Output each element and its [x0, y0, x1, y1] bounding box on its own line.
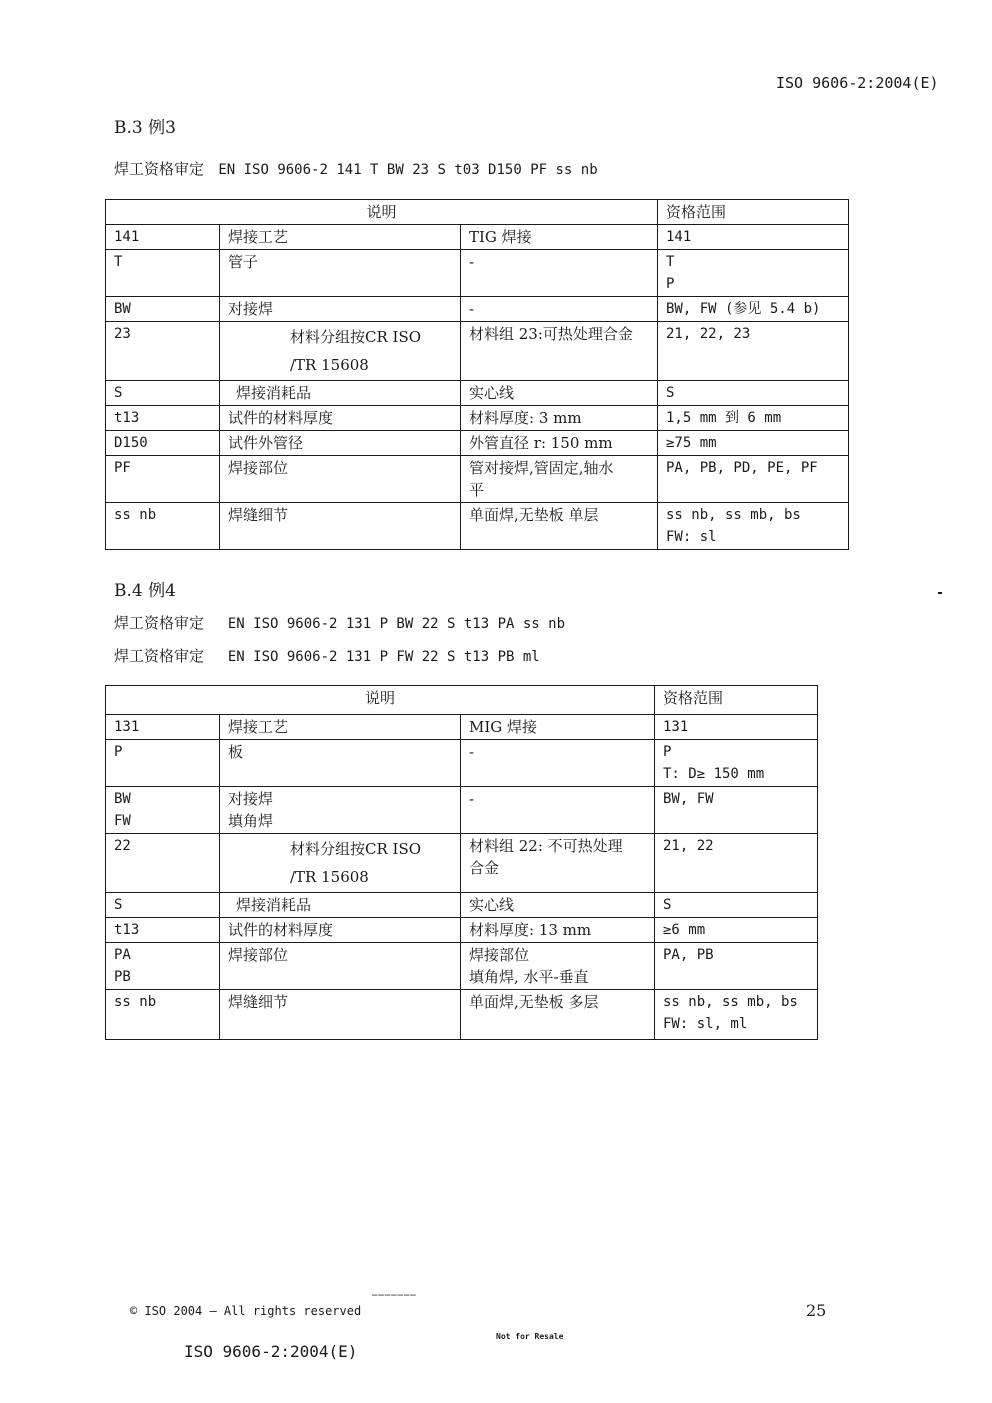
cell-line: /TR 15608 — [290, 868, 369, 886]
cell-item — [220, 503, 461, 550]
cell-line: 管对接焊,管固定,轴水 — [469, 459, 614, 477]
cell-line: 填角焊 — [228, 812, 274, 830]
cell-line: 填角焊, 水平-垂直 — [469, 968, 589, 986]
table-row — [106, 456, 849, 503]
cell-line: FW: sl, ml — [663, 1016, 748, 1032]
cell-line: 对接焊 — [228, 300, 274, 318]
cell-line: 材料组 22: 不可热处理 — [469, 837, 623, 855]
cell-code — [106, 834, 220, 893]
cell-detail — [461, 893, 655, 918]
cell-line: 合金 — [469, 859, 500, 877]
cell-code — [106, 503, 220, 550]
cell-line: 21, 22 — [663, 838, 714, 854]
section-4-qualification-line-1 — [114, 612, 565, 633]
section-3-qualification-line — [114, 158, 598, 179]
cell-range — [655, 943, 818, 990]
table-row — [106, 918, 818, 943]
cell-line: BW, FW (参见 5.4 b) — [666, 301, 821, 317]
cell-detail — [461, 431, 658, 456]
cell-line: ss nb, ss mb, bs — [666, 507, 801, 523]
cell-line: 焊缝细节 — [228, 993, 289, 1011]
section-3-table — [105, 199, 849, 550]
cell-line: 焊接部位 — [228, 946, 289, 964]
cell-code — [106, 250, 220, 297]
cell-line: PA, PB, PD, PE, PF — [666, 460, 818, 476]
cell-line: - — [469, 790, 475, 808]
cell-line: 141 — [666, 229, 692, 245]
cell-item — [220, 990, 461, 1040]
cell-line: /TR 15608 — [290, 356, 369, 374]
cell-line: ss nb — [114, 994, 157, 1010]
cell-code — [106, 990, 220, 1040]
cell-range — [658, 406, 849, 431]
cell-line: ≥75 mm — [666, 435, 717, 451]
cell-code — [106, 297, 220, 322]
cell-item — [220, 893, 461, 918]
cell-item — [220, 918, 461, 943]
cell-detail — [461, 943, 655, 990]
cell-line: 焊接部位 — [228, 459, 289, 477]
cell-line: 22 — [114, 838, 131, 854]
cell-line: BW — [114, 791, 131, 807]
table-header-row — [106, 686, 818, 715]
cell-range — [655, 787, 818, 834]
cell-line: 外管直径 r: 150 mm — [469, 434, 613, 452]
cell-line: T — [114, 254, 123, 270]
cell-code — [106, 225, 220, 250]
qualification-label: 焊工资格审定 — [114, 160, 205, 178]
cell-line: 焊接工艺 — [228, 718, 289, 736]
cell-line: T: D≥ 150 mm — [663, 766, 765, 782]
cell-range — [658, 503, 849, 550]
cell-detail — [461, 503, 658, 550]
section-4-table — [105, 685, 818, 1040]
cell-item — [220, 740, 461, 787]
cell-item — [220, 297, 461, 322]
cell-line: 平 — [469, 481, 485, 499]
cell-line: 焊接工艺 — [228, 228, 289, 246]
cell-line: 焊缝细节 — [228, 506, 289, 524]
cell-line: ss nb, ss mb, bs — [663, 994, 798, 1010]
section-3-title: B.3 例3 — [114, 118, 176, 138]
cell-line: T — [666, 254, 675, 270]
cell-line: 131 — [663, 719, 689, 735]
cell-line: 材料厚度: 3 mm — [469, 409, 582, 427]
cell-line: 23 — [114, 326, 131, 342]
cell-code — [106, 715, 220, 740]
cell-line: 焊接部位 — [469, 946, 530, 964]
cell-line: 试件的材料厚度 — [228, 409, 334, 427]
cell-line: MIG 焊接 — [469, 718, 538, 736]
cell-range — [658, 381, 849, 406]
cell-line: 试件外管径 — [228, 434, 304, 452]
cell-range — [658, 250, 849, 297]
cell-line: ss nb — [114, 507, 157, 523]
table-row — [106, 225, 849, 250]
cell-item — [220, 225, 461, 250]
cell-line: FW: sl — [666, 529, 717, 545]
cell-item — [220, 250, 461, 297]
cell-code — [106, 322, 220, 381]
table-row — [106, 406, 849, 431]
table-row — [106, 943, 818, 990]
cell-range — [655, 740, 818, 787]
cell-line: 实心线 — [469, 896, 515, 914]
cell-range — [655, 893, 818, 918]
cell-line: - — [469, 253, 475, 271]
not-for-resale-note: Not for Resale — [496, 1332, 564, 1341]
cell-range — [658, 456, 849, 503]
cell-line: 材料分组按CR ISO — [290, 840, 422, 858]
cell-detail — [461, 225, 658, 250]
cell-line: 单面焊,无垫板 单层 — [469, 506, 599, 524]
cell-detail — [461, 381, 658, 406]
cell-line: S — [114, 385, 123, 401]
header-description: 说明 — [106, 686, 655, 715]
cell-code — [106, 918, 220, 943]
cell-detail — [461, 297, 658, 322]
cell-line: S — [114, 897, 123, 913]
cell-item — [220, 834, 461, 893]
cell-line: PF — [114, 460, 131, 476]
cell-item — [220, 406, 461, 431]
qualification-label: 焊工资格审定 — [114, 647, 205, 665]
cell-range — [655, 990, 818, 1040]
cell-range — [658, 297, 849, 322]
cell-code — [106, 406, 220, 431]
cell-line: S — [663, 897, 672, 913]
cell-line: P — [666, 276, 675, 292]
cell-detail — [461, 990, 655, 1040]
header-qualification-range: 资格范围 — [655, 686, 818, 715]
cell-code — [106, 893, 220, 918]
cell-line: 管子 — [228, 253, 259, 271]
cell-range — [655, 715, 818, 740]
cell-range — [655, 918, 818, 943]
cell-item — [220, 787, 461, 834]
cell-line: 1,5 mm 到 6 mm — [666, 410, 782, 426]
cell-line: 对接焊 — [228, 790, 274, 808]
cell-line: 实心线 — [469, 384, 515, 402]
header-doc-code: ISO 9606-2:2004(E) — [776, 74, 939, 92]
qualification-code: EN ISO 9606-2 131 P FW 22 S t13 PB ml — [227, 649, 540, 665]
table-row — [106, 503, 849, 550]
page-number: 25 — [806, 1301, 827, 1320]
cell-detail — [461, 322, 658, 381]
table-row — [106, 250, 849, 297]
cell-range — [658, 322, 849, 381]
cell-line: 21, 22, 23 — [666, 326, 751, 342]
cell-line: 焊接消耗品 — [236, 384, 312, 402]
cell-line: - — [469, 743, 475, 761]
cell-detail — [461, 834, 655, 893]
cell-line: P — [663, 744, 672, 760]
scan-artifact: ▁▁▁▁▁▁▁ — [372, 1288, 417, 1296]
cell-line: 材料厚度: 13 mm — [469, 921, 592, 939]
qualification-code: EN ISO 9606-2 141 T BW 23 S t03 D150 PF ss nb — [218, 162, 598, 178]
cell-line: 单面焊,无垫板 多层 — [469, 993, 599, 1011]
table-row — [106, 893, 818, 918]
cell-detail — [461, 918, 655, 943]
cell-line: D150 — [114, 435, 148, 451]
table-row — [106, 381, 849, 406]
cell-line: FW — [114, 813, 131, 829]
cell-detail — [461, 456, 658, 503]
cell-detail — [461, 715, 655, 740]
cell-code — [106, 431, 220, 456]
table-row — [106, 740, 818, 787]
table-row — [106, 990, 818, 1040]
cell-range — [655, 834, 818, 893]
cell-range — [658, 431, 849, 456]
cell-detail — [461, 406, 658, 431]
cell-line: 材料分组按CR ISO — [290, 328, 422, 346]
cell-line: t13 — [114, 922, 140, 938]
cell-line: 141 — [114, 229, 140, 245]
cell-line: PA, PB — [663, 947, 714, 963]
footer-doc-code: ISO 9606-2:2004(E) — [184, 1342, 358, 1361]
cell-line: P — [114, 744, 123, 760]
cell-line: 板 — [228, 743, 244, 761]
cell-item — [220, 322, 461, 381]
cell-item — [220, 431, 461, 456]
cell-code — [106, 740, 220, 787]
table-header-row — [106, 200, 849, 225]
table-row — [106, 715, 818, 740]
header-qualification-range: 资格范围 — [658, 200, 849, 225]
cell-line: - — [469, 300, 475, 318]
cell-line: ≥6 mm — [663, 922, 706, 938]
table-row — [106, 834, 818, 893]
cell-code — [106, 456, 220, 503]
cell-item — [220, 943, 461, 990]
cell-line: BW — [114, 301, 131, 317]
cell-line: S — [666, 385, 675, 401]
section-4-qualification-line-2 — [114, 645, 540, 666]
stray-mark — [938, 592, 942, 594]
cell-line: 材料组 23:可热处理合金 — [469, 325, 633, 343]
qualification-label: 焊工资格审定 — [114, 614, 205, 632]
cell-line: 焊接消耗品 — [236, 896, 312, 914]
cell-code — [106, 381, 220, 406]
cell-detail — [461, 787, 655, 834]
table-row — [106, 787, 818, 834]
table-row — [106, 322, 849, 381]
qualification-code: EN ISO 9606-2 131 P BW 22 S t13 PA ss nb — [227, 616, 566, 632]
cell-item — [220, 715, 461, 740]
cell-code — [106, 943, 220, 990]
cell-line: BW, FW — [663, 791, 714, 807]
cell-line: 试件的材料厚度 — [228, 921, 334, 939]
cell-line: 131 — [114, 719, 140, 735]
cell-item — [220, 456, 461, 503]
table-row — [106, 297, 849, 322]
header-description: 说明 — [106, 200, 658, 225]
footer-copyright: © ISO 2004 – All rights reserved — [130, 1304, 362, 1318]
cell-detail — [461, 740, 655, 787]
cell-line: t13 — [114, 410, 140, 426]
cell-range — [658, 225, 849, 250]
section-4-title: B.4 例4 — [114, 581, 176, 601]
cell-line: PB — [114, 969, 131, 985]
cell-line: TIG 焊接 — [469, 228, 532, 246]
cell-code — [106, 787, 220, 834]
cell-line: PA — [114, 947, 131, 963]
cell-detail — [461, 250, 658, 297]
table-row — [106, 431, 849, 456]
cell-item — [220, 381, 461, 406]
